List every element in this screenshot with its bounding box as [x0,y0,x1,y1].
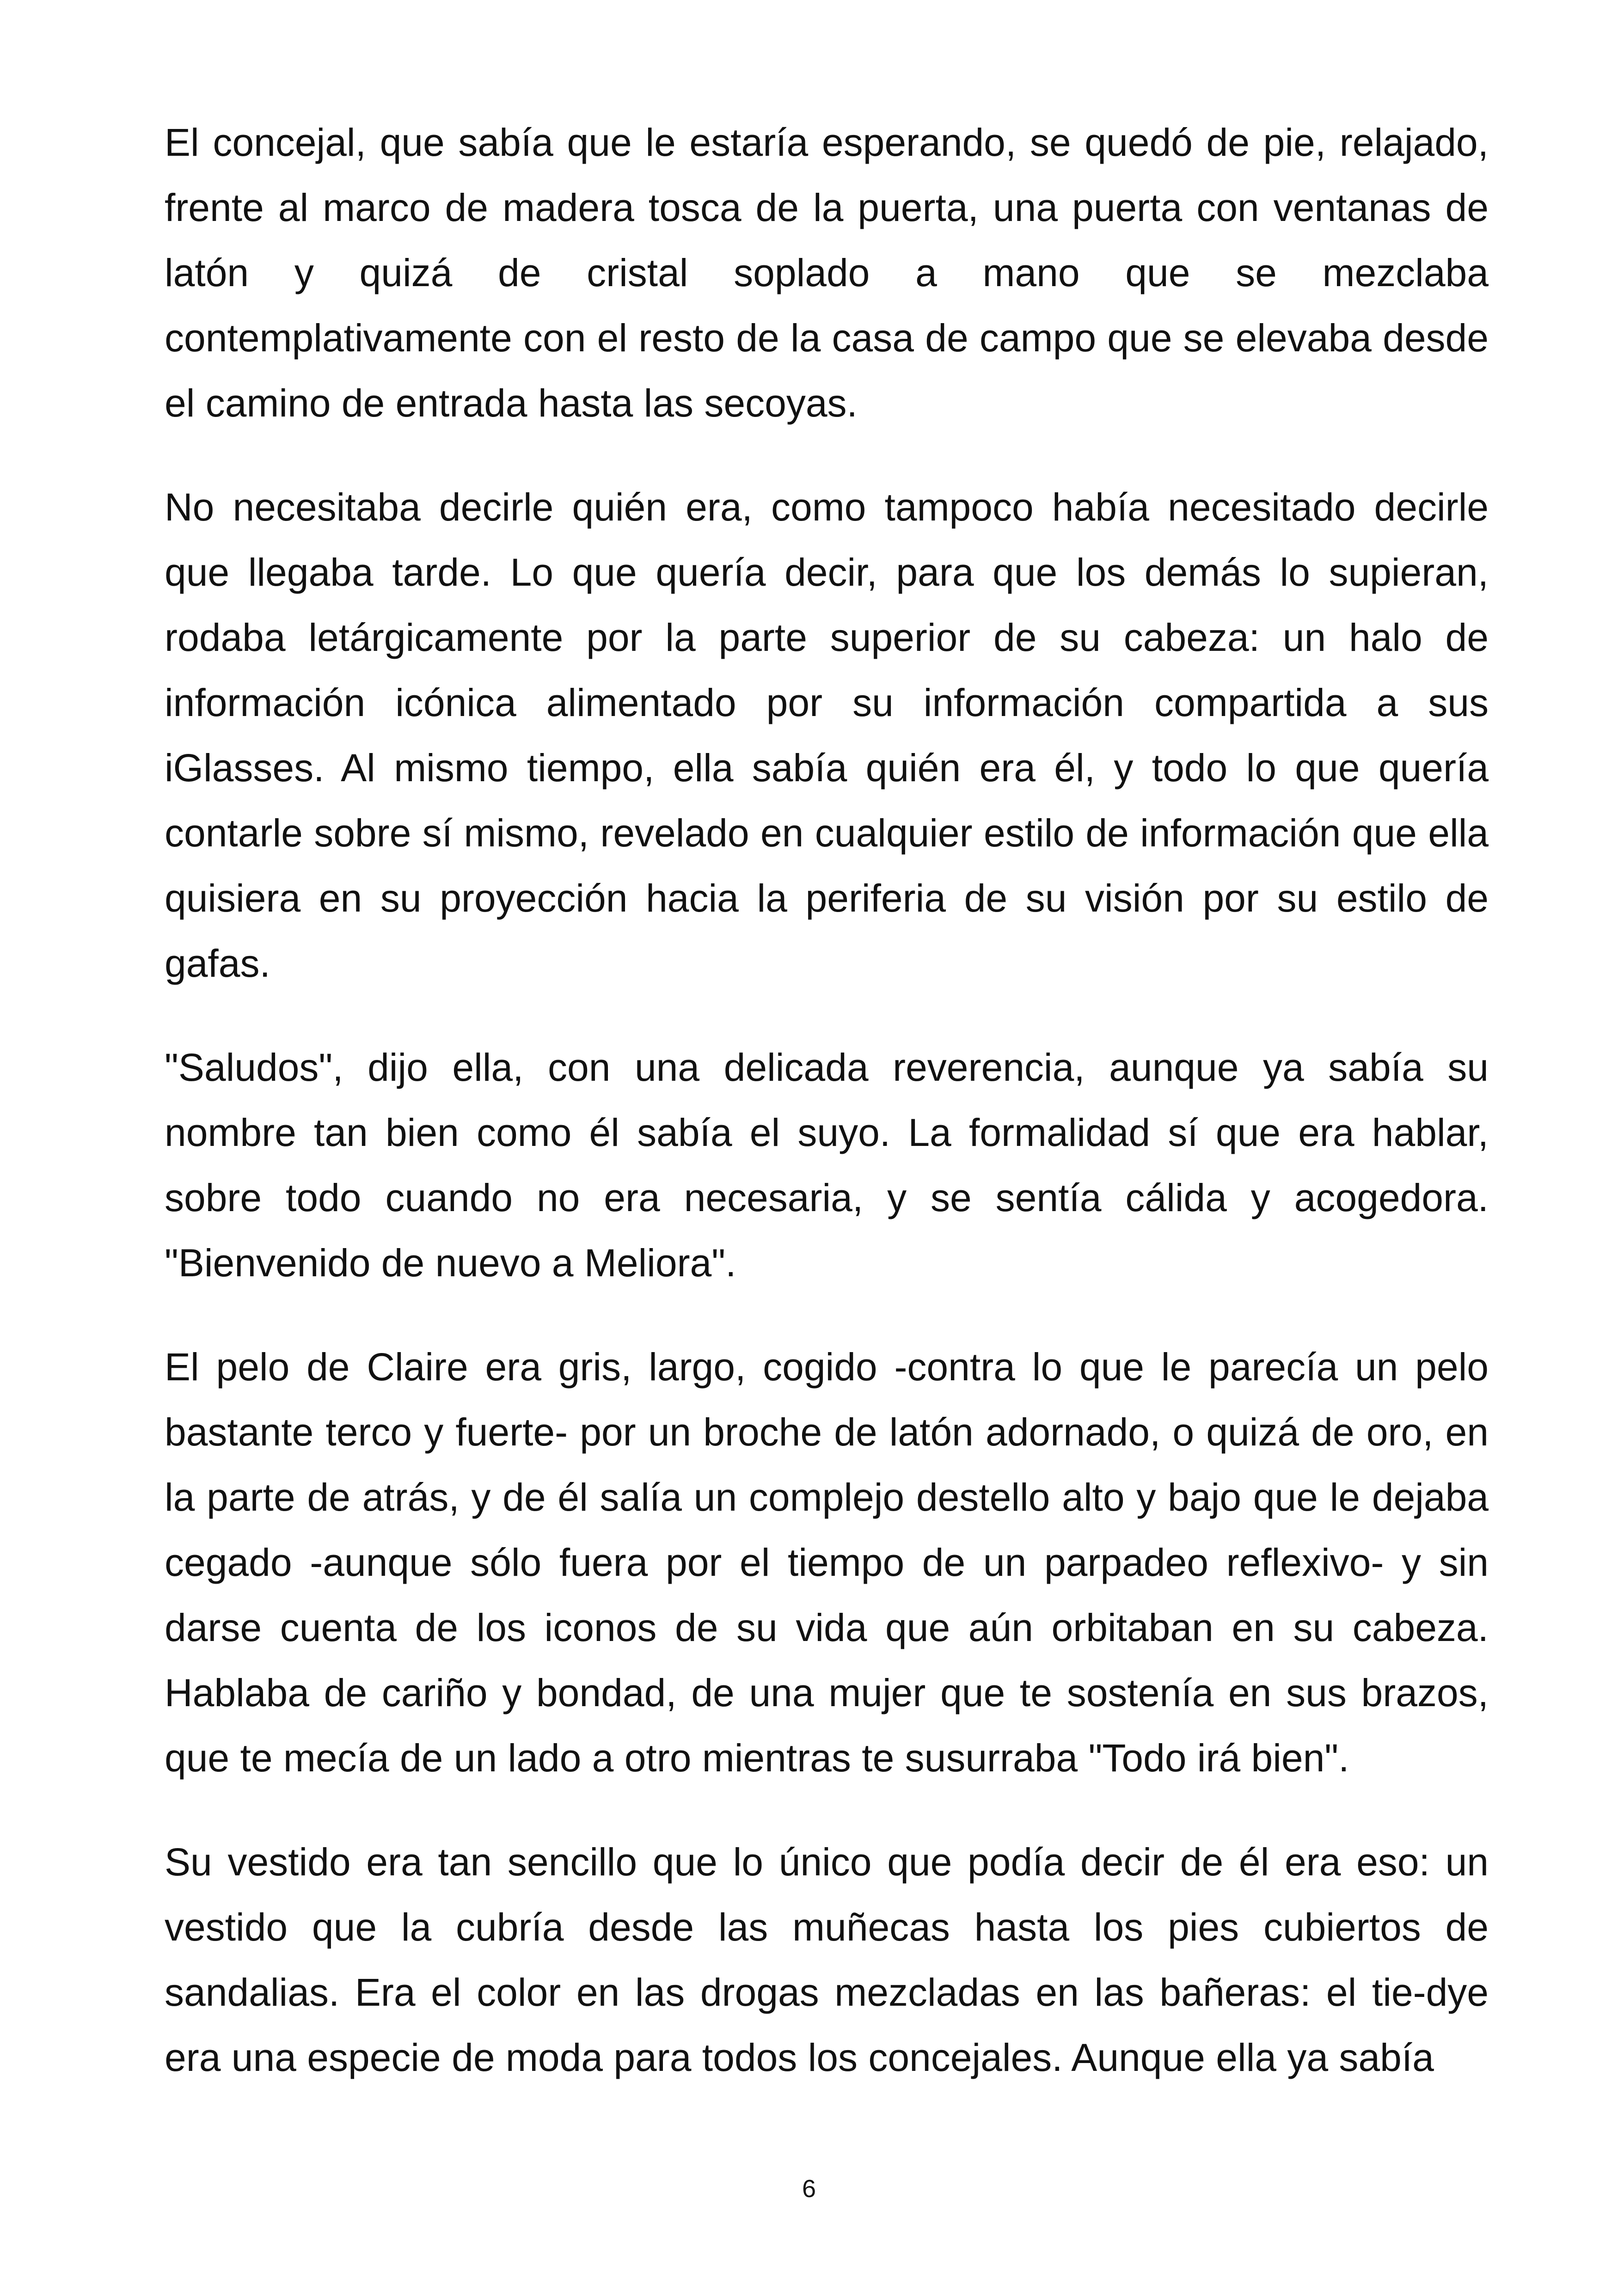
page-number: 6 [802,2175,816,2203]
paragraph-5: Su vestido era tan sencillo que lo único que podía decir de él era eso: un vestido que la cubría desde las muñecas hasta los pies cubiertos de sandalias. Era el color en las drogas mezcladas en las bañeras: el tie-dye era una especie de moda para todos los concejales. Aunque ella ya sabía [165,1840,1489,2079]
paragraph-3: "Saludos", dijo ella, con una delicada reverencia, aunque ya sabía su nombre tan bien como él sabía el suyo. La formalidad sí que era hablar, sobre todo cuando no era necesaria, y se sentía cálida y acogedora. "Bienvenido de nuevo a Meliora". [165,1046,1489,1285]
body-text [165,110,1489,2129]
paragraph-1: El concejal, que sabía que le estaría esperando, se quedó de pie, relajado, frente al marco de madera tosca de la puerta, una puerta con ventanas de latón y quizá de cristal soplado a mano que se mezclaba contemplativamente con el resto de la casa de campo que se elevaba desde el camino de entrada hasta las secoyas. [165,121,1489,425]
paragraph-2: No necesitaba decirle quién era, como tampoco había necesitado decirle que llegaba tarde. Lo que quería decir, para que los demás lo supieran, rodaba letárgicamente por la parte superior de su cabeza: un halo de información icónica alimentado por su información compartida a sus iGlasses. Al mismo tiempo, ella sabía quién era él, y todo lo que quería contarle sobre sí mismo, revelado en cualquier estilo de información que ella quisiera en su proyección hacia la periferia de su visión por su estilo de gafas. [165,485,1489,985]
paragraph-4: El pelo de Claire era gris, largo, cogido -contra lo que le parecía un pelo bastante terco y fuerte- por un broche de latón adornado, o quizá de oro, en la parte de atrás, y de él salía un complejo destello alto y bajo que le dejaba cegado -aunque sólo fuera por el tiempo de un parpadeo reflexivo- y sin darse cuenta de los iconos de su vida que aún orbitaban en su cabeza. Hablaba de cariño y bondad, de una mujer que te sostenía en sus brazos, que te mecía de un lado a otro mientras te susurraba "Todo irá bien". [165,1345,1489,1780]
